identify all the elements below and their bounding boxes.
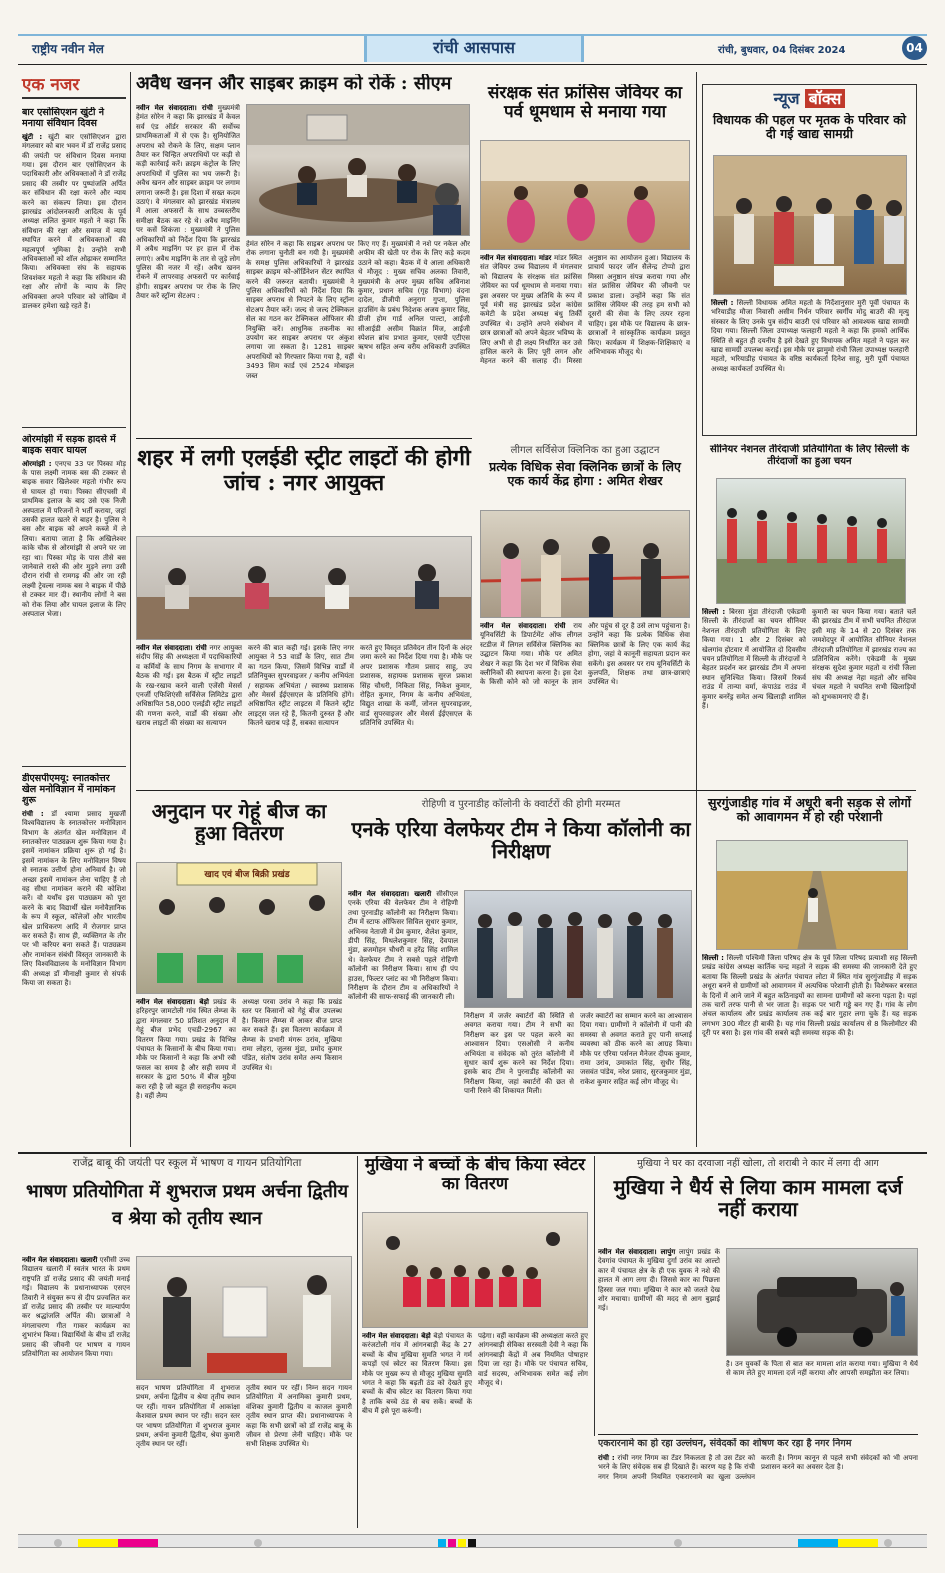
story-text: मुख्यमंत्री हेमंत सोरेन ने कहा कि झारखंड में केवल सर्व एंड ऑर्डर सरकार की सर्वोच्च प्राथमिकताओं में से एक है। सुनियोजित अपराध को रोकने के लिए, सक्षम प्लान तैयार कर चिन्हित अपराधियों पर कड़ी से कड़ी कार्रवाई करें। क्राइम कंट्रोल के लिए अपराधियों में पुलिस का भय जरूरी है। अवैध खनन और साइबर क्राइम पर लगाम लगाना जरूरी है। इस दिशा में सख्त कदम उठाएं। वे मंगलवार को झारखंड मंत्रालय में आला अफसरों के साथ उच्चस्तरीय समीक्षा बैठक कर रहे थे। अवैध माइनिंग पर कसें शिकंजा : मुख्यमंत्री ने पुलिस अधिकारियों को निर्देश दिया कि झारखंड में अवैध माइनिंग पर हर हाल में रोक लगाएं। अवैध माइनिंग के तार से जुड़े लोग पुलिस की नजर में रहें। अवैध खनन रोकने में लापरवाह अफसरों पर कार्रवाई होगी। साइबर अपराध पर रोक के लिए तैयार करें स्ट्रॉन्ग सेटअप : [136,104,240,301]
dance-photo [480,140,690,250]
dateline: रांची, बुधवार, 04 दिसंबर 2024 [718,45,846,56]
ribbon-cutting-photo [480,510,690,618]
meeting-photo-art [247,105,470,236]
story-headline: अनुदान पर गेहूं बीज का हुआ वितरण [151,800,327,845]
story-dateline: नवीन मेल संवाददाता। बेड़ो [136,998,209,1006]
news-label: न्यूज [773,89,800,108]
story-headline: एनके एरिया वेलफेयर टीम ने किया कॉलोनी का निरीक्षण [351,818,691,863]
story-column [362,1332,472,1526]
rule [136,790,916,791]
story-kicker: मुखिया ने घर का दरवाजा नहीं खोला, तो शराबी ने कार में लगा दी आग [637,1158,879,1169]
story-headline: अवैध खनन और साइबर क्राइम को रोकें : सीएम [136,74,452,94]
story-column: हेमंत सोरेन ने कहा कि साइबर अपराध पर रोक लगाना चुनौती बन गयी है। मुख्यमंत्री के समक्ष पुलिस अधिकारियों ने झारखंड साइबर क्राइम को-ऑर्डिनेशन सेंटर स्थापित करने की जरूरत बतायी। मुख्यमंत्री ने पुलिस अधिकारियों को निर्देश दिया कि साइबर अपराध से निपटने के लिए स्ट्रॉन्ग सेटअप तैयार करें। जल्द से जल्द टेक्निकल सेल का गठन कर टेक्निकल ऑफिसर की नियुक्ति करें। आधुनिक तकनीक का उपयोग कर साइबर अपराध पर अंकुश लगाया जा सकता है। 1281 साइबर अपराधियों को गिरफ्तार किया गया है, वहीं 3493 सिम कार्ड एवं 2524 मोबाइल जब्त [246,240,354,380]
story-kicker: राजेंद्र बाबू की जयंती पर स्कूल में भाषण व गायन प्रतियोगिता [72,1157,302,1169]
speech-photo-art [137,1257,352,1380]
rule [18,1152,927,1154]
story-headline: प्रत्येक विधिक सेवा क्लिनिक छात्रों के लिए एक कार्य केंद्र होगा : अमित शेखर [489,460,681,488]
story-text: रांची नगर निगम का टेंडर निकलता है तो उस टेंडर को भरने के लिए संवेदक सब ही दिखाते हैं। कारण यह है कि रांची नगर निगम अपनी नियमित एकरारनामे का खुला उल्लंघन करती है। निगम कानून से पहले सभी संवेदकों को भी अपना प्रशासन करने का अवसर देता है। [598,1454,918,1481]
story-column [136,104,240,434]
story-headline: शहर में लगी एलईडी स्ट्रीट लाइटों की होगी जांच : नगर आयुक्त [137,446,471,496]
brief-headline: डीएसपीएमयू: स्नातकोत्तर खेल मनोविज्ञान में नामांकन शुरू [22,772,116,807]
story-column [348,890,458,1148]
story-column [598,1454,918,1526]
story-headline: विधायक की पहल पर मृतक के परिवार को दी गई खाद्य सामग्री [712,113,907,141]
led-meeting-photo [136,536,472,640]
story-dateline: नवीन मेल संवाददाता। खलारी [22,1256,98,1264]
story-text: बेड़ो पंचायत के करंजटोली गांव में आंगनबाड़ी केंद्र के 27 बच्चों के बीच मुखिया सुमति भगत ने गर्म कपड़ों एवं स्वेटर का वितरण किया। इस मौके पर मुख्य रूप से मौजूद मुखिया सुमति भगत ने कहा कि बढ़ती ठंड को देखते हुए बच्चों के बीच स्वेटर का वितरण किया गया है ताकि बच्चे ठंड से बच सकें। बच्चों के बीच मैं इसे पूरा करूंगी। [362,1332,472,1416]
dance-photo-art [481,141,690,250]
story-column: निरीक्षण में जर्जर क्वार्टरों की स्थिति से अवगत कराया गया। टीम ने सभी का निरीक्षण कर इस पर पहल करने का आश्वासन दिया। एसओसी ने कनीय अभियंता व संवेदक को तुरंत कॉलोनी में सुधार कार्य शुरू करने का निर्देश दिया। इसके बाद टीम ने पुरनाडीह कॉलोनी का निरीक्षण किया, जहां क्वार्टरों की छत से पानी रिसने की शिकायत मिली। [464,1012,574,1096]
brief-body [22,133,126,421]
column-divider [130,72,131,1147]
brief-text: एनएच 33 पर पिस्का मोड़ के पास लक्ष्मी नामक बस की टक्कर से बाइक सवार खिलेश्वर महतो गंभीर रूप से घायल हो गया। पिस्का सीएचसी में प्राथमिक इलाज के बाद उसे एक निजी अस्पताल में परिजनों ने भर्ती कराया, जहां उसकी हालत खतरे से बाहर है। पुलिस ने बस और बाइक को अपने कब्जे में ले लिया। बताया जाता है कि अखिलेश्वर कांके चौक से ओरमांझी से अपने घर जा रहा था। पिस्का मोड़ के पास तीसे बस जानेवाले रास्ते की ओर मुड़ने लगा उसी दौरान रांची से रामगढ़ की ओर जा रही लक्ष्मी ट्रेवल्स नामक बस ने बाइक में पीछे से टक्कर मार दी। स्थानीय लोगों ने बस को रोक लिया और घायल इलाज के लिए अस्पताल भेजा। [22,459,126,619]
story-text: सिल्ली विधायक अमित महतो के निर्देशानुसार मुरी पूर्वी पंचायत के भरियाडीह मौजा निवासी असीम निर्धन परिवार स्वर्गीय मोदु बाउरी की मृत्यु संस्कार के लिए उनके पुत्र संदीप बाउरी एवं परिवार को आवश्यक खाद्य सामग्री दिया गया। सिल्ली जिला उपाध्यक्ष फलहारी महतो ने कहा कि हमको आर्थिक स्थिति से बहुत ही दयनीय है इसे देखते हुए विधायक अमित महतो ने पहल कर खाद्य सामग्री उपलब्ध कराई। इस मौके पर झामुमो रांची जिला उपाध्यक्ष फलहारी महतो, भरियाडीह पंचायत के वरिष्ठ कार्यकर्ता दिनेश साहू, मुरी पूर्वी पंचायत अध्यक्ष कार्यकर्ता उपस्थित थे। [711,299,909,373]
story-dateline: सिल्ली : [711,299,734,307]
brief-text: खुंटी बार एसोसिएशन द्वारा मंगलवार को बार भवन में डॉ राजेंद्र प्रसाद की जयंती पर संविधान दिवस मनाया गया। इस दौरान बार एसोसिएशन के पदाधिकारी और अधिवक्ताओं ने डॉ राजेंद्र प्रसाद की तस्वीर पर पुष्पांजलि अर्पित कर संविधान की रक्षा करने और न्याय करने का संकल्प लिया। इस दौरान झारखंड आंदोलनकारी आदित्य के पूर्व अध्यक्ष ललित कुमार महतो ने कहा कि संविधान की रक्षा और समाज में न्याय स्थापित करने में अधिवक्ताओं की महत्वपूर्ण भूमिका है। उन्होंने सभी अधिवक्ताओं को शॉल ओढ़ाकर सम्मानित किया। अधिवक्ता संघ के सहायक शिवशंकर महतो ने कहा कि संविधान की रक्षा और लोगों के न्याय के लिए अधिवक्ता अपने परिवार को जोखिम में डालकर हमेशा खड़े रहते हैं। [22,132,126,311]
car-photo-art [727,1249,918,1356]
section-banner [364,36,584,62]
led-meeting-photo-art [137,537,472,640]
masthead-rule [18,64,927,65]
story-text: लापुंग प्रखंड के देवगांव पंचायत के मुखिया दुर्गा उरांव का आल्टो कार में पंचायत क्षेत्र के ही एक युवक ने नशे की हालत में आग लगा दी। जिससे कार का पिछला हिस्सा जल गया। मुखिया ने कार को जलते देख शोर मचाया। ग्रामीणों की मदद से आग बुझाई गई। [598,1248,720,1313]
story-text: सीसीएल एनके एरिया की वेलफेयर टीम ने रोहिणी तथा पुरनाडीह कॉलोनी का निरीक्षण किया। टीम में स्टाफ ऑफिसर सिविल सुधार कुमार, अभिनव नेताजी में प्रेम कुमार, शैलेश कुमार, डीपी सिंह, मिथलेशकुमार सिंह, देवपाल मुंडा, ब्रजमोहन चौधरी व हरेंद्र सिंह शामिल थे। वेलफेयर टीम ने सबसे पहले रोहिणी कॉलोनी का निरीक्षण किया। साथ ही पंप हाउस, फिल्टर प्लांट का भी निरीक्षण किया। निरीक्षण के दौरान टीम व अधिकारियों ने कॉलोनी की साफ-सफाई की जानकारी ली। [348,890,458,1002]
masthead [18,34,927,62]
story-headline: सुरगुंजाडीह गांव में अधूरी बनी सड़क से लोगों को आवागमन में हो रही परेशानी [708,796,911,824]
story-column: अध्यक्ष परवा उरांव ने कहा कि प्रखंड स्तर पर किसानों को गेहूं बीज उपलब्ध है। किसान लैम्प्स में आकर बीज प्राप्त कर सकते हैं। इस वितरण कार्यक्रम में लैम्प्स के प्रभारी मंगरू उरांव, मुखिया रामा लोहरा, जुलस मुंडा, प्रमोद कुमार पंडित, संतोष उरांव समेत अन्य किसान उपस्थित थे। [242,998,342,1072]
brief-headline: बार एसोसिएशन खुंटी ने मनाया संविधान दिवस [22,107,104,130]
road-photo-art [717,841,908,950]
story-column [136,644,242,786]
burnt-car-photo [726,1248,918,1356]
story-column [711,299,909,431]
brief-dateline: रांची : [22,809,44,818]
story-column [136,998,236,1148]
color-registration-marks [18,1536,927,1550]
story-dateline: रांची : [598,1454,615,1462]
brief-headline: ओरमांझी में सड़क हादसे में बाइक सवार घायल [22,433,116,457]
page-number-badge: 04 [902,36,927,60]
column-divider [357,1156,358,1528]
wheat-photo-art [137,863,342,994]
story-column: जर्जर क्वार्टरों का सम्मान करने का आश्वासन दिया गया। ग्रामीणों ने कॉलोनी में पानी की समस्या से अवगत कराते हुए पानी सप्लाई व्यवस्था को ठीक करने का आग्रह किया। मौके पर एरिया पर्सनल मैनेजर दीपक कुमार, रामा उरांव, उमाकांत सिंह, सुधीर सिंह, जसवंत पांडेय, नरेश प्रसाद, सुरजकुमार मुंडा, राकेश कुमार सहित कई लोग मौजूद थे। [580,1012,692,1086]
ek-nazar-column [22,72,126,1152]
brief-dateline: खुंटी : [22,132,43,141]
rule [598,1434,918,1435]
story-dateline: नवीन मेल संवाददाता। मांडर [480,254,552,262]
story-column [702,608,806,786]
story-dateline: नवीन मेल संवाददाता। लापुंग [598,1248,676,1256]
speech-event-photo [136,1256,352,1380]
archery-photo [716,478,906,604]
story-dateline: नवीन मेल संवाददाता। रांची [136,644,207,652]
news-box [702,84,917,436]
story-headline: भाषण प्रतियोगिता में शुभराज प्रथम अर्चना द्वितीय व श्रेया को तृतीय स्थान [25,1181,349,1229]
ribbon-photo-art [481,511,690,618]
story-headline: सीनियर नेशनल तीरंदाजी प्रतियोगिता के लिए सिल्ली के तीरंदाजों का हुआ चयन [709,444,910,467]
news-box-label [703,87,916,109]
story-text: नगर आयुक्त संदीप सिंह की अध्यक्षता में पदाधिकारियों व कर्मियों के साथ निगम के सभागार में बैठक की गई। इस बैठक में स्ट्रीट लाइटों के रख-रखाव करने वाली एजेंसी मेसर्स एनर्जी एफिशिएंसी सर्विसेज लिमिटेड द्वारा अधिष्ठापित 58,000 एलईडी स्ट्रीट लाइटों की गणना करने, वार्डों की संख्या और खराब लाइटों की संख्या का सत्यापन [136,644,242,728]
welfare-photo-art [465,891,692,1008]
brief-dateline: ओरमांझी : [22,459,52,468]
paper-name: राष्ट्रीय नवीन मेल [32,42,104,56]
story-column: पढ़ेगा। वहीं कार्यक्रम की अध्यक्षता करते हुए आंगनबाड़ी सेविका सरस्वती देवी ने कहा कि आंगनबाड़ी केंद्रों में अब नियमित पोषाहार दिया जा रहा है। मौके पर पंचायत सचिव, वार्ड सदस्य, अभिभावक समेत कई लोग मौजूद थे। [478,1332,588,1388]
story-headline: मुखिया ने बच्चों के बीच किया स्वेटर का वितरण [364,1156,586,1195]
footer-strip [18,1534,927,1548]
story-dateline: सिल्ली : [702,954,724,962]
story-kicker: लीगल सर्विसेज क्लिनिक का हुआ उद्घाटन [510,445,660,456]
column-divider [696,72,697,1147]
column-divider [594,1156,595,1436]
archery-photo-art [717,479,906,604]
sweater-photo-art [363,1213,588,1328]
family-photo-art [714,156,907,295]
box-label: बॉक्स [805,89,846,108]
rule [136,438,472,439]
family-photo [713,155,907,295]
brief-body [22,810,126,1140]
story-column [598,1248,720,1432]
story-headline: संरक्षक संत फ्रांसिस जेवियर का पर्व धूमधाम से मनाया गया [487,84,683,123]
story-column: किए गए हैं। मुख्यमंत्री ने नशे पर नकेल और अफीम की खेती पर रोक के लिए कड़े कदम उठाने को कहा। बैठक में ये आला अधिकारी थे मौजूद : मुख्य सचिव अलका तिवारी, मुख्यमंत्री के अपर मुख्य सचिव अविनाश कुमार, प्रधान सचिव (गृह विभाग) वंदना दादेल, डीजीपी अनुराग गुप्ता, पुलिस हाउसिंग के प्रबंध निदेशक अजय कुमार सिंह, डीजी होम गार्ड अनिल पाल्टा, आईजी सीआईडी असीम विक्रांत मिंज, आईजी स्पेशल ब्रांच प्रभात कुमार, एसपी एटीएस ऋषभ सहित अन्य वरीय अधिकारी उपस्थित थे। [358,240,470,361]
story-column: सदन भाषण प्रतियोगिता में शुभराज प्रथम, अर्चना द्वितीय व श्रेया तृतीय स्थान पर रहीं। गायन प्रतियोगिता में आकांक्षा केशवाल प्रथम स्थान पर रही। सदन स्तर पर भाषण प्रतियोगिता में शुभराज कुमार प्रथम, अर्चना कुमारी द्वितीय, श्रेया कुमारी तृतीय स्थान पर रहीं। [136,1384,240,1449]
story-column: कुमारी का चयन किया गया। बताते चलें की झारखंड टीम में सभी चयनित तीरंदाज इसी माह के 14 से 20 दिसंबर तक जमशेदपुर में आयोजित सीनियर नेशनल तीरंदाजी प्रतियोगिता में झारखंड राज्य का प्रतिनिधित्व करेंगे। एकेडमी के मुख्य संरक्षक सुदेश कुमार महतो व रांची जिला संघ की अध्यक्ष नेहा महतो और सचिव चंचल महतो ने चयनित सभी खिलाड़ियों को शुभकामनाएं दी हैं। [812,608,916,701]
brief-text: डॉ श्यामा प्रसाद मुखर्जी विश्वविद्यालय के स्नातकोत्तर मनोविज्ञान विभाग के अंतर्गत खेल मनोविज्ञान में स्नातकोत्तर पाठ्यक्रम शुरू किया गया है। इसमें नामांकन प्रक्रिया शुरू हो गई है। इसमें नामांकन के लिए मनोविज्ञान विषय से स्नातक उत्तीर्ण होना अनिवार्य है। जो अच्छा इसमें नामांकन लेना चाहिए हैं तो वह सीधा नामांकन कराने की कोशिश करें। वो यथाँच इस पाठ्यक्रम को पूरा करने के बाद विद्यार्थी खेल मनोवैज्ञानिक के रूप में स्कूल, कॉलेजों और भारतीय खेल प्राधिकरण आदि में रोजगार प्राप्त कर सकते हैं। साथ ही, व्यक्तिगत के तौर पर भी करियर बना सकते हैं। पाठ्यक्रम और नामांकन संबंधी विस्तृत जानकारी के लिए विश्वविद्यालय के मनोविज्ञान विभाग की अध्यक्ष डॉ मीनाक्षी कुमार से संपर्क किया जा सकता है। [22,809,126,988]
section-title: रांची आसपास [433,38,515,57]
story-column [480,622,690,786]
welfare-team-photo [464,890,692,1008]
story-column [22,1256,130,1526]
story-column: है। उन युवकों के पिता से बात कर मामला शांत कराया गया। मुखिया ने धैर्य से काम लेते हुए मामला दर्ज नहीं कराया और आपसी समझौता कर लिया। [726,1360,918,1378]
brief-body [22,460,126,760]
story-text: प्रखंड के हरिहरपुर जामटोली गांव स्थित लेम्प्स के द्वारा मंगलवार 50 प्रतिशत अनुदान में गेहूं बीज प्रभेद एचडी-2967 का वितरण किया गया। प्रखंड के विभिन्न पंचायत के किसानों के बीच किया गया। मौके पर किसानों ने कहा कि अभी रबी फसल का समय है और सही समय में सरकार के द्वारा 50% में बीज मुहैया करा रही है जो बहुत ही सराहनीय कदम है। वहीं लैम्प [136,998,236,1101]
story-column: करते हुए विस्तृत प्रतिवेदन तीन दिनों के अंदर जमा करने का निर्देश दिया गया है। मौके पर अपर प्रशासक गौतम प्रसाद साहू, उप प्रशासक, सहायक प्रशासक सुरज प्रकाश सिंह चौधरी, निकिता सिंह, निकेश कुमार, रोहित कुमार, निगम के कनीय अभियंता, विद्युत शाखा के कर्मी, जोनल सुपरवाइजर, वार्ड सुपरवाइजर और मेसर्स ईईएसएल के प्रतिनिधि उपस्थित थे। [360,644,472,728]
seed-banner-text: खाद एवं बीज बिक्री प्रखंड [204,870,290,880]
story-dateline: नवीन मेल संवाददाता। रांची [136,104,213,112]
story-dateline: नवीन मेल संवाददाता। रांची [480,622,566,630]
story-text: राय यूनिवर्सिटी के डिपार्टमेंट ऑफ लीगल स्टडीज में लिगल सर्विसेज क्लिनिक का उद्घाटन किया गया। मौके पर अमित शेखर ने कहा कि देश भर में विधिक सेवा क्लीनिकों की स्थापना करना है। इस देश के किसी कोने को जो कानून के ज्ञान और पहुंच से दूर है उसे लाभ पहुंचाना है। उन्होंने कहा कि प्रत्येक विधिक सेवा क्लिनिक छात्रों के लिए एक कार्य केंद्र होगा, जहां वे कानूनी सहायता प्रदान कर सकेंगे। इस अवसर पर राय यूनिवर्सिटी के कुलपति, शिक्षक तथा छात्र-छात्राएं उपस्थित थे। [480,622,690,687]
story-column: तृतीय स्थान पर रहीं। निम्न सदन गायन प्रतियोगिता में अनामिका कुमारी प्रथम, वंशिका कुमारी द्वितीय व काजल कुमारी तृतीय स्थान प्राप्त की। प्रधानाध्यापक ने कहा कि सभी छात्रों को डॉ राजेंद्र बाबू के जीवन से प्रेरणा लेनी चाहिए। मौके पर सभी शिक्षक उपस्थित थे। [246,1384,352,1449]
story-text: एसीसी उच्च विद्यालय खलारी में स्वतंत्र भारत के प्रथम राष्ट्रपति डॉ राजेंद्र प्रसाद की जयंती मनाई गई। विद्यालय के प्रधानाध्यापक एसएन तिवारी ने संयुक्त रूप से दीप प्रज्वलित कर डॉ राजेंद्र प्रसाद की तस्वीर पर माल्यार्पण कर श्रद्धांजलि अर्पित की। छात्राओं ने मंगलाचरण गीत गाकर कार्यक्रम का शुभारंभ किया। विद्यार्थियों के बीच डॉ राजेंद्र प्रसाद की जीवनी पर भाषण व गायन प्रतियोगिता का आयोजन किया गया। [22,1256,130,1359]
story-dateline: नवीन मेल संवाददाता। बेड़ो [362,1332,431,1340]
sweater-photo [362,1212,588,1328]
story-text: मांडर स्थित संत जेवियर उच्च विद्यालय में मंगलवार को विद्यालय के संरक्षक संत फ्रांसिस जेवियर का पर्व धूमधाम से मनाया गया। इस अवसर पर मुख्य अतिथि के रूप में पूर्व मंत्री सह झारखंड प्रदेश कांग्रेस कमेटी के प्रदेश अध्यक्ष बंधु तिर्की उपस्थित थे। उन्होंने अपने संबोधन में छात्र छात्राओं को अपने बेहतर भविष्य के लिए अभी से ही लक्ष्य निर्धारित कर उसे हासिल करने के लिए पूरी लगन और मेहनत करने की सलाह दी। मिस्सा अनुष्ठान का आयोजन हुआ। विद्यालय के प्राचार्य फादर जॉन सैलेन्द्र टोप्पो द्वारा मिस्सा अनुष्ठान संपन्न कराया गया और संत फ्रांसिस जेवियर की जीवनी पर प्रकाश डाला। उन्होंने कहा कि संत फ्रांसिस जेवियर की तरह हम सभी को दूसरों की सेवा के लिए तत्पर रहना चाहिए। इस मौके पर विद्यालय के छात्र-छात्राओं ने सांस्कृतिक कार्यक्रम प्रस्तुत किए। कार्यक्रम में शिक्षक-शिक्षिकाएं व अभिभावक मौजूद थे। [480,254,690,366]
story-dateline: सिल्ली : [702,608,726,616]
story-text: सिल्ली पश्चिमी जिला परिषद क्षेत्र के पूर्व जिला परिषद प्रत्याशी सह सिल्ली प्रखंड कांग्रेस अध्यक्ष कार्तिक चन्द्र महतो ने सड़क की समस्या की जानकारी देते हुए बताया कि सिल्ली प्रखंड के अंतर्गत पंचायत लोटा में स्थित गांव सुरगुंजाडीह में सड़क अधूरा बनने से ग्रामीणों को आवागमन में अत्यधिक परेशानी होती है। विशेषकर बरसात के दिनों में आने जाने में बहुत कठिनाइयों का सामना ग्रामीणों को करना पड़ता है। यहां तक चारों तरफ पानी से भर जाता है। सड़क पर भारी गड्ढे बन गए हैं। गांव के लोग अंचल कार्यालय और प्रखंड कार्यालय तक कई बार गुहार लगा चुके हैं। यह सड़क लगभग 300 मीटर ही बाकी है। यह गांव सिल्ली प्रखंड कार्यालय से 8 किलोमीटर की दूरी पर बसा है। इस गांव की सबसे बड़ी समस्या सड़क की है। [702,954,917,1038]
story-column [480,254,690,434]
story-headline: एकरारनामे का हो रहा उल्लंघन, संवेदकों का शोषण कर रहा है नगर निगम [598,1438,852,1449]
story-text: बिरसा मुंडा तीरंदाजी एकेडमी सिल्ली के तीरंदाजों का चयन सीनियर नेशनल तीरंदाजी प्रतियोगिता के लिए किया गया। 1 और 2 दिसंबर को खेलगांव होटवार में आयोजित दो दिवसीय चयन प्रतियोगिता में सिल्ली के तीरंदाजों ने बेहतर प्रदर्शन कर झारखंड टीम में अपना स्थान सुनिश्चित किया। जिसमें रिकर्व राउंड में तान्या वर्मा, कंपाउंड राउंड में कुमार बनरेंड्र समेत अन्य खिलाड़ी शामिल हैं। [702,608,806,711]
meeting-photo [246,104,470,236]
road-photo [716,840,908,950]
wheat-seed-photo [136,862,342,994]
story-dateline: नवीन मेल संवाददाता। खलारी [348,890,432,898]
story-column: करने की बात कही गई। इसके लिए नगर आयुक्त ने 53 वार्डों के लिए, सात टीम का गठन किया, जिसमें विभिन्न वार्डों में प्रतिनियुक्त सुपरवाइजर / कनीय अभियंता / सहायक अभियंता / स्वास्थ्य प्रशासक और मेसर्स ईईएसएल के प्रतिनिधि होंगे। अधिष्ठापित स्ट्रीट लाइटस में कितने स्ट्रीट लाइट्स जल रहे हैं, कितनी दुरुस्त हैं और कितने खराब पड़े हैं, सबका सत्यापन [248,644,354,728]
story-column [702,954,917,1148]
story-headline: मुखिया ने धैर्य से लिया काम मामला दर्ज नहीं कराया [613,1176,903,1221]
ek-nazar-label: एक नजर [22,72,126,99]
story-kicker: रोहिणी व पुरनाडीह कॉलोनी के क्वार्टरों की होगी मरम्मत [421,799,621,810]
